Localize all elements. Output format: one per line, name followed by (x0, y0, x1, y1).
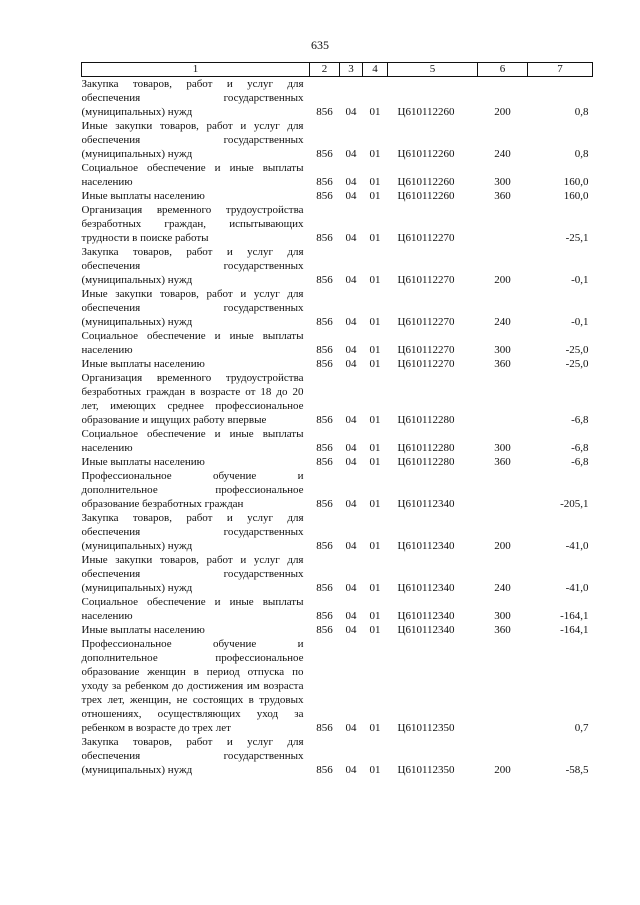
row-expense-type: 240 (494, 582, 511, 594)
table-row (82, 287, 593, 329)
row-amount: -41,0 (565, 540, 589, 552)
row-name: Социальное обеспечение и иные выплаты населению (81, 330, 304, 356)
row-name: Профессиональное обучение и дополнительное профессиональное образование женщин в период отпуска по уходу за ребенком до достижения им возраста трех лет, женщин, не состоящих в трудовых отношениях, осуществляющих уход за ребенком в возрасте до трех лет (81, 638, 304, 734)
row-subsection: 01 (369, 358, 381, 370)
table-row (82, 427, 593, 455)
row-amount: 0,8 (574, 148, 589, 160)
row-admin-code: 856 (316, 540, 333, 552)
table-row (82, 245, 593, 287)
row-subsection: 01 (369, 414, 381, 426)
table-row (82, 189, 593, 203)
row-amount: -41,0 (565, 582, 589, 594)
header-col-1: 1 (82, 63, 310, 77)
row-section: 04 (345, 344, 357, 356)
row-amount: -6,8 (571, 414, 589, 426)
row-section: 04 (345, 190, 357, 202)
row-expense-type: 360 (494, 456, 511, 468)
row-amount: -0,1 (571, 274, 589, 286)
row-target-article: Ц610112340 (397, 624, 455, 636)
header-col-2: 2 (310, 63, 340, 77)
row-admin-code: 856 (316, 610, 333, 622)
row-name: Социальное обеспечение и иные выплаты населению (81, 428, 304, 454)
row-admin-code: 856 (316, 358, 333, 370)
row-amount: -25,0 (565, 358, 589, 370)
row-amount: -205,1 (560, 498, 589, 510)
header-col-7: 7 (528, 63, 593, 77)
row-name: Профессиональное обучение и дополнительное профессиональное образование безработных граждан (81, 470, 304, 510)
header-col-6: 6 (478, 63, 528, 77)
row-amount: 160,0 (563, 190, 589, 202)
row-admin-code: 856 (316, 274, 333, 286)
row-amount: 160,0 (563, 176, 589, 188)
row-name: Иные выплаты населению (81, 624, 205, 636)
row-target-article: Ц610112350 (397, 764, 455, 776)
row-subsection: 01 (369, 274, 381, 286)
row-section: 04 (345, 176, 357, 188)
row-subsection: 01 (369, 540, 381, 552)
table-row (82, 735, 593, 777)
row-subsection: 01 (369, 316, 381, 328)
table-row (82, 623, 593, 637)
table-row (82, 77, 593, 120)
row-section: 04 (345, 764, 357, 776)
row-section: 04 (345, 722, 357, 734)
row-section: 04 (345, 498, 357, 510)
row-expense-type: 360 (494, 190, 511, 202)
row-target-article: Ц610112280 (397, 456, 455, 468)
row-subsection: 01 (369, 498, 381, 510)
table-row (82, 511, 593, 553)
row-target-article: Ц610112270 (397, 344, 455, 356)
row-amount: -0,1 (571, 316, 589, 328)
row-expense-type (478, 203, 528, 245)
row-admin-code: 856 (316, 148, 333, 160)
row-name: Иные закупки товаров, работ и услуг для обеспечения государственных (муниципальных) нужд (81, 554, 304, 594)
row-target-article: Ц610112260 (397, 190, 455, 202)
row-amount: -25,1 (565, 232, 589, 244)
page-number: 635 (311, 38, 329, 52)
row-section: 04 (345, 414, 357, 426)
row-amount: -164,1 (560, 624, 589, 636)
table-row (82, 329, 593, 357)
row-target-article: Ц610112340 (397, 582, 455, 594)
row-admin-code: 856 (316, 764, 333, 776)
row-target-article: Ц610112260 (397, 106, 455, 118)
row-name: Закупка товаров, работ и услуг для обеспечения государственных (муниципальных) нужд (81, 512, 304, 552)
row-expense-type: 300 (494, 176, 511, 188)
row-admin-code: 856 (316, 106, 333, 118)
row-section: 04 (345, 106, 357, 118)
row-target-article: Ц610112270 (397, 358, 455, 370)
row-section: 04 (345, 540, 357, 552)
table-row (82, 161, 593, 189)
row-name: Закупка товаров, работ и услуг для обеспечения государственных (муниципальных) нужд (81, 736, 304, 776)
row-amount: -25,0 (565, 344, 589, 356)
row-subsection: 01 (369, 610, 381, 622)
row-admin-code: 856 (316, 316, 333, 328)
row-expense-type (478, 371, 528, 427)
row-target-article: Ц610112280 (397, 414, 455, 426)
row-name: Организация временного трудоустройства безработных граждан в возрасте от 18 до 20 лет, имеющих среднее профессиональное образование и ищущих работу впервые (81, 372, 304, 426)
row-expense-type: 240 (494, 148, 511, 160)
row-expense-type: 200 (494, 764, 511, 776)
row-expense-type (478, 637, 528, 735)
row-name: Иные выплаты населению (81, 190, 205, 202)
table-row (82, 553, 593, 595)
row-target-article: Ц610112350 (397, 722, 455, 734)
row-target-article: Ц610112270 (397, 316, 455, 328)
table-row (82, 469, 593, 511)
row-subsection: 01 (369, 232, 381, 244)
row-amount: -6,8 (571, 456, 589, 468)
row-admin-code: 856 (316, 498, 333, 510)
row-admin-code: 856 (316, 190, 333, 202)
row-section: 04 (345, 610, 357, 622)
row-target-article: Ц610112270 (397, 232, 455, 244)
budget-table (81, 62, 593, 777)
table-row (82, 637, 593, 735)
row-section: 04 (345, 148, 357, 160)
row-subsection: 01 (369, 442, 381, 454)
table-row (82, 357, 593, 371)
row-expense-type: 300 (494, 610, 511, 622)
row-name: Иные закупки товаров, работ и услуг для обеспечения государственных (муниципальных) нужд (81, 288, 304, 328)
row-subsection: 01 (369, 148, 381, 160)
row-amount: -6,8 (571, 442, 589, 454)
row-name: Социальное обеспечение и иные выплаты населению (81, 596, 304, 622)
row-section: 04 (345, 624, 357, 636)
row-expense-type: 360 (494, 358, 511, 370)
row-subsection: 01 (369, 624, 381, 636)
row-expense-type: 200 (494, 274, 511, 286)
row-amount: 0,8 (574, 106, 589, 118)
row-name: Иные выплаты населению (81, 456, 205, 468)
row-target-article: Ц610112260 (397, 148, 455, 160)
row-section: 04 (345, 582, 357, 594)
table-header-row (82, 63, 593, 77)
row-subsection: 01 (369, 764, 381, 776)
header-col-4: 4 (363, 63, 388, 77)
row-amount: -58,5 (565, 764, 589, 776)
row-subsection: 01 (369, 456, 381, 468)
row-expense-type: 200 (494, 106, 511, 118)
row-target-article: Ц610112260 (397, 176, 455, 188)
row-name: Социальное обеспечение и иные выплаты населению (81, 162, 304, 188)
table-row (82, 371, 593, 427)
row-expense-type: 360 (494, 624, 511, 636)
row-section: 04 (345, 456, 357, 468)
row-admin-code: 856 (316, 582, 333, 594)
row-name: Иные выплаты населению (81, 358, 205, 370)
row-section: 04 (345, 274, 357, 286)
row-expense-type: 200 (494, 540, 511, 552)
row-target-article: Ц610112340 (397, 498, 455, 510)
row-expense-type (478, 469, 528, 511)
row-expense-type: 300 (494, 344, 511, 356)
table-row (82, 595, 593, 623)
row-subsection: 01 (369, 722, 381, 734)
row-section: 04 (345, 358, 357, 370)
row-admin-code: 856 (316, 456, 333, 468)
table-row (82, 119, 593, 161)
row-amount: -164,1 (560, 610, 589, 622)
row-admin-code: 856 (316, 722, 333, 734)
row-subsection: 01 (369, 106, 381, 118)
row-expense-type: 300 (494, 442, 511, 454)
row-name: Закупка товаров, работ и услуг для обеспечения государственных (муниципальных) нужд (81, 78, 304, 118)
row-name: Закупка товаров, работ и услуг для обеспечения государственных (муниципальных) нужд (81, 246, 304, 286)
row-name: Организация временного трудоустройства безработных граждан, испытывающих трудности в поиске работы (81, 204, 304, 244)
row-admin-code: 856 (316, 232, 333, 244)
row-subsection: 01 (369, 582, 381, 594)
row-admin-code: 856 (316, 414, 333, 426)
row-subsection: 01 (369, 176, 381, 188)
table-body (82, 77, 593, 778)
row-amount: 0,7 (574, 722, 589, 734)
row-admin-code: 856 (316, 442, 333, 454)
row-expense-type: 240 (494, 316, 511, 328)
row-section: 04 (345, 442, 357, 454)
row-admin-code: 856 (316, 344, 333, 356)
row-target-article: Ц610112280 (397, 442, 455, 454)
row-subsection: 01 (369, 190, 381, 202)
row-target-article: Ц610112340 (397, 540, 455, 552)
header-col-3: 3 (340, 63, 363, 77)
table-row (82, 203, 593, 245)
row-target-article: Ц610112270 (397, 274, 455, 286)
header-col-5: 5 (388, 63, 478, 77)
row-name: Иные закупки товаров, работ и услуг для обеспечения государственных (муниципальных) нужд (81, 120, 304, 160)
row-section: 04 (345, 232, 357, 244)
row-section: 04 (345, 316, 357, 328)
row-admin-code: 856 (316, 176, 333, 188)
row-subsection: 01 (369, 344, 381, 356)
table-row (82, 455, 593, 469)
row-target-article: Ц610112340 (397, 610, 455, 622)
row-admin-code: 856 (316, 624, 333, 636)
